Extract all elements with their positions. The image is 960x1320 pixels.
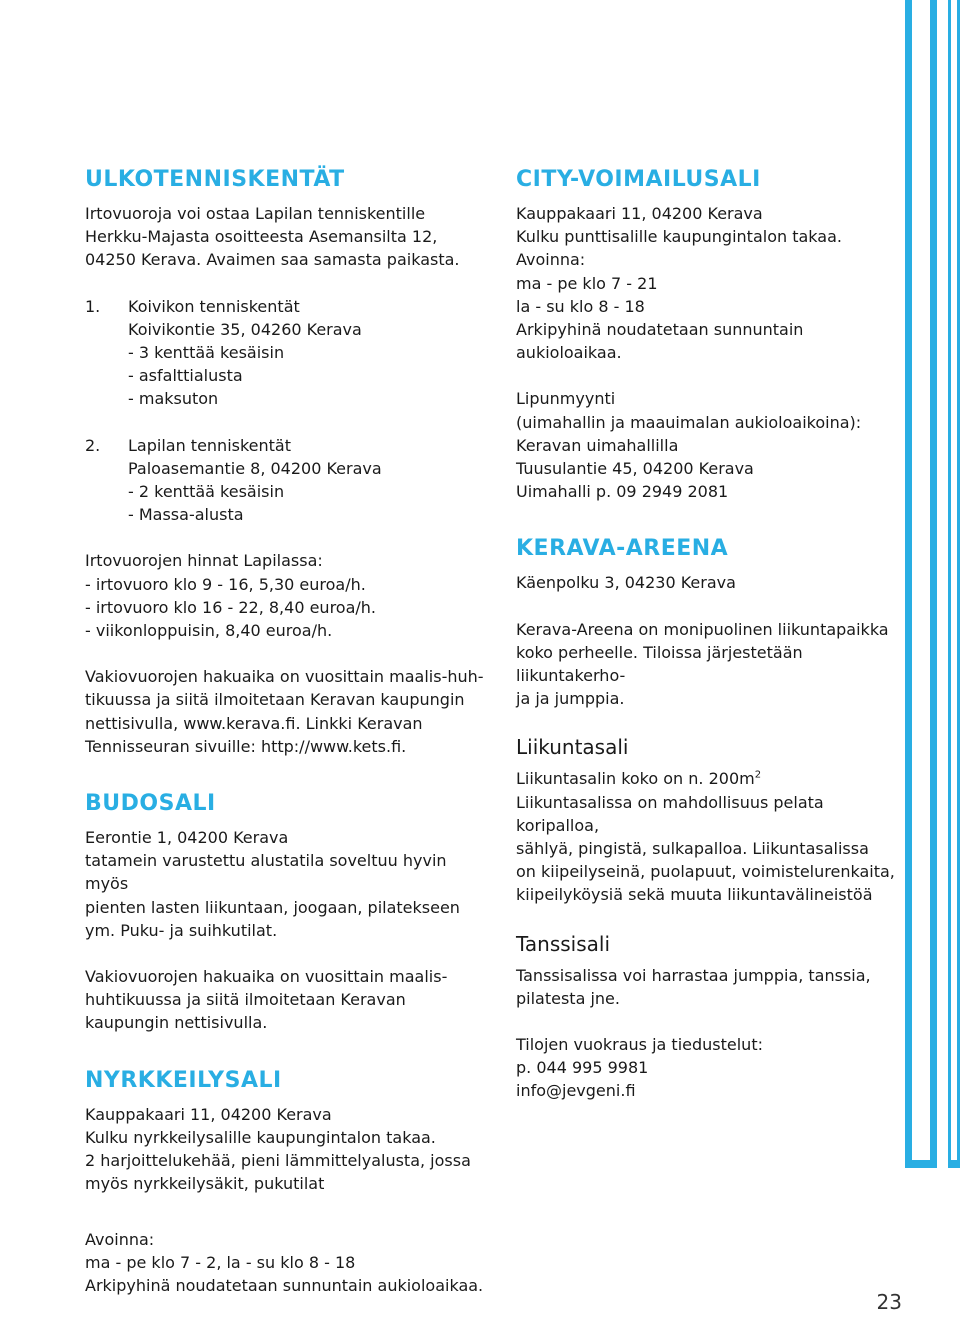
phone-number: p. 044 995 9981: [516, 1058, 649, 1078]
court-item-1: [85, 295, 485, 411]
page-number: 23: [876, 1290, 902, 1314]
text-line: ym. Puku- ja suihkutilat.: [85, 920, 278, 940]
court-detail: - asfalttialusta: [128, 366, 243, 386]
booking-info: [85, 665, 485, 758]
court-name: Lapilan tenniskentät: [128, 435, 292, 455]
text-line: Arkipyhinä noudatetaan sunnuntain: [516, 320, 804, 340]
text-line: Herkku-Majasta osoitteesta Asemansilta 12,: [85, 227, 438, 247]
text-line: Tuusulantie 45, 04200 Kerava: [516, 459, 754, 479]
size-superscript: 2: [754, 770, 762, 782]
text-line: Kulku nyrkkeilysalille kaupungintalon takaa.: [85, 1127, 436, 1147]
court-detail: - Massa-alusta: [128, 505, 244, 525]
text-line: Eerontie 1, 04200 Kerava: [85, 828, 289, 848]
section-budosali: [85, 790, 485, 1035]
decorative-frame-gap: [912, 0, 930, 1160]
court-detail: - 3 kenttää kesäisin: [128, 343, 285, 363]
size-text: Liikuntasalin koko on n. 200m: [516, 769, 755, 789]
text-line: Lipunmyynti: [516, 389, 616, 409]
text-line: ma - pe klo 7 - 21: [516, 273, 658, 293]
subsection-title: Tanssisali: [516, 931, 611, 956]
text-line: Irtovuorojen hinnat Lapilassa:: [85, 551, 323, 571]
text-line: aukioloaikaa.: [516, 343, 622, 363]
text-line: huhtikuussa ja siitä ilmoitetaan Keravan: [85, 990, 406, 1010]
text-line: 2 harjoittelukehää, pieni lämmittelyalusta, jossa: [85, 1151, 471, 1171]
text-line: kiipeilyköysiä sekä muuta liikuntavälineistöä: [516, 885, 873, 905]
section-title: BUDOSALI: [85, 791, 216, 817]
text-line: sählyä, pingistä, sulkapalloa. Liikuntasalissa: [516, 839, 869, 859]
text-line: Arkipyhinä noudatetaan sunnuntain aukioloaikaa.: [85, 1275, 484, 1295]
text-line: (uimahallin ja maauimalan aukioloaikoina):: [516, 412, 862, 432]
section-kerava-areena: [516, 535, 906, 1102]
text-line: la - su klo 8 - 18: [516, 296, 645, 316]
text-line: 04250 Kerava. Avaimen saa samasta paikasta.: [85, 250, 460, 270]
right-column: [516, 166, 906, 1126]
list-number: 1.: [85, 296, 101, 316]
text-line: Kauppakaari 11, 04200 Kerava: [516, 204, 763, 223]
text-line: Vakiovuorojen hakuaika on vuosittain maalis-huh-: [85, 667, 484, 687]
budosali-description: [85, 826, 485, 942]
left-column: [85, 166, 485, 1320]
email-address: info@jevgeni.fi: [516, 1081, 636, 1101]
areena-address: [516, 571, 906, 594]
city-voimailusali-description: [516, 202, 906, 364]
section-ulkotenniskentat: [85, 166, 485, 758]
text-line: Uimahalli p. 09 2949 2081: [516, 482, 729, 502]
text-line: Keravan uimahallilla: [516, 435, 679, 455]
section-title: KERAVA-AREENA: [516, 536, 729, 562]
list-number: 2.: [85, 435, 101, 455]
text-line: myös nyrkkeilysäkit, pukutilat: [85, 1174, 325, 1194]
court-detail: - 2 kenttää kesäisin: [128, 482, 285, 502]
areena-description: [516, 618, 906, 711]
court-address: Paloasemantie 8, 04200 Kerava: [128, 458, 382, 478]
text-line: Kerava-Areena on monipuolinen liikuntapaikka: [516, 619, 889, 639]
text-line: Liikuntasalissa on mahdollisuus pelata koripalloa,: [516, 792, 824, 835]
text-line: - irtovuoro klo 16 - 22, 8,40 euroa/h.: [85, 597, 376, 617]
text-line: Tilojen vuokraus ja tiedustelut:: [516, 1035, 763, 1055]
text-line: [516, 767, 906, 790]
section-title: NYRKKEILYSALI: [85, 1067, 282, 1093]
section-nyrkkeilysali: [85, 1067, 485, 1297]
intro-text: [85, 202, 485, 272]
section-title: CITY-VOIMAILUSALI: [516, 167, 761, 192]
tanssisali-description: [516, 964, 906, 1010]
text-line: Tanssisalissa voi harrastaa jumppia, tanssia,: [516, 965, 871, 985]
ticket-info: [516, 387, 906, 503]
text-line: Vakiovuorojen hakuaika on vuosittain maalis-: [85, 967, 448, 987]
section-title: ULKOTENNISKENTÄT: [85, 167, 345, 192]
text-line: Kulku punttisalille kaupungintalon takaa.: [516, 227, 842, 247]
text-line: Käenpolku 3, 04230 Kerava: [516, 573, 736, 593]
nyrkkeilysali-description: [85, 1103, 485, 1196]
price-list: [85, 549, 485, 642]
text-line: ja ja jumppia.: [516, 689, 625, 709]
decorative-frame-gap-outer: [951, 0, 957, 1160]
text-line: tikuussa ja siitä ilmoitetaan Keravan kaupungin: [85, 690, 465, 710]
court-address: Koivikontie 35, 04260 Kerava: [128, 319, 362, 339]
text-line: on kiipeilyseinä, puolapuut, voimistelurenkaita,: [516, 862, 895, 882]
nyrkkeilysali-hours: [85, 1228, 485, 1298]
text-line: koko perheelle. Tiloissa järjestetään liikuntakerho-: [516, 642, 803, 686]
text-line: Avoinna:: [85, 1229, 155, 1249]
text-line: - viikonloppuisin, 8,40 euroa/h.: [85, 621, 333, 641]
text-line: - irtovuoro klo 9 - 16, 5,30 euroa/h.: [85, 574, 366, 594]
court-item-2: [85, 434, 485, 527]
budosali-booking: [85, 965, 485, 1035]
section-city-voimailusali: [516, 166, 906, 503]
text-line: Avoinna:: [516, 250, 586, 270]
text-line: kaupungin nettisivulla.: [85, 1013, 268, 1033]
text-line: pilatesta jne.: [516, 988, 620, 1008]
liikuntasali-description: [516, 767, 906, 906]
text-line: ma - pe klo 7 - 2, la - su klo 8 - 18: [85, 1252, 356, 1272]
text-line: nettisivulla, www.kerava.fi. Linkki Keravan: [85, 713, 423, 733]
court-name: Koivikon tenniskentät: [128, 296, 300, 316]
subsection-title: Liikuntasali: [516, 735, 629, 760]
text-line: Kauppakaari 11, 04200 Kerava: [85, 1104, 332, 1124]
contact-info: [516, 1033, 906, 1103]
text-line: Irtovuoroja voi ostaa Lapilan tenniskentille: [85, 204, 426, 223]
text-line: pienten lasten liikuntaan, joogaan, pilatekseen: [85, 897, 460, 917]
text-line: Tennisseuran sivuille: http://www.kets.fi.: [85, 736, 407, 756]
text-line: tatamein varustettu alustatila soveltuu hyvin myös: [85, 851, 447, 894]
court-detail: - maksuton: [128, 389, 219, 409]
